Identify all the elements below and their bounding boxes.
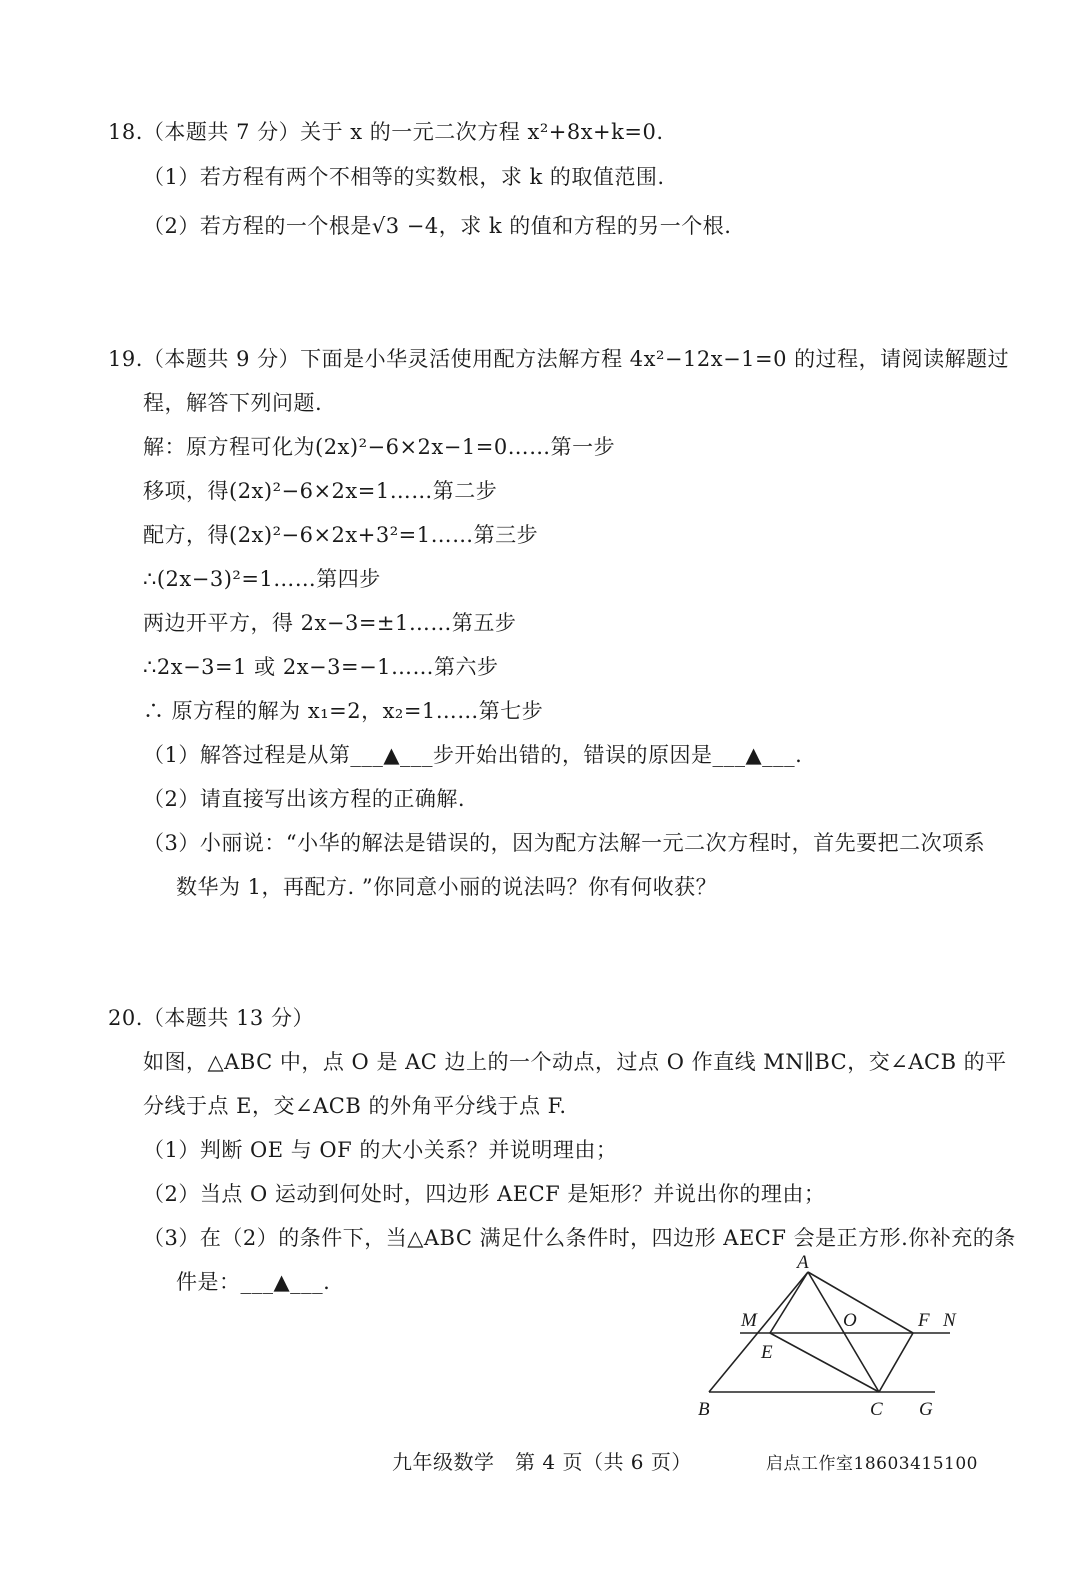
segment-ae bbox=[770, 1272, 808, 1333]
q19-step7: ∴ 原方程的解为 x₁=2，x₂=1……第七步 bbox=[143, 699, 544, 723]
q19-part2: （2）请直接写出该方程的正确解. bbox=[143, 787, 466, 811]
q19-title-line1: 19.（本题共 9 分）下面是小华灵活使用配方法解方程 4x²−12x−1=0 的过程，请阅读解题过 bbox=[108, 347, 1010, 371]
footer-page-info: 九年级数学 第 4 页（共 6 页） bbox=[392, 1450, 692, 1474]
q18-part1: （1）若方程有两个不相等的实数根，求 k 的取值范围. bbox=[143, 165, 665, 189]
segment-ec bbox=[770, 1333, 879, 1392]
label-e: E bbox=[761, 1342, 773, 1363]
q19-title-line2: 程，解答下列问题. bbox=[143, 391, 323, 415]
q20-part3-line1: （3）在（2）的条件下，当△ABC 满足什么条件时，四边形 AECF 会是正方形.你补充的条 bbox=[143, 1226, 1016, 1250]
label-f: F bbox=[918, 1310, 930, 1331]
q19-part1: （1）解答过程是从第___▲___步开始出错的，错误的原因是___▲___. bbox=[143, 743, 803, 767]
q19-step5: 两边开平方，得 2x−3=±1……第五步 bbox=[143, 611, 517, 635]
q19-part3-line2: 数华为 1，再配方. ”你同意小丽的说法吗？你有何收获？ bbox=[176, 875, 718, 899]
segment-ab bbox=[709, 1272, 808, 1392]
segment-fc bbox=[879, 1333, 913, 1392]
label-g: G bbox=[919, 1399, 933, 1420]
q19-step6: ∴2x−3=1 或 2x−3=−1……第六步 bbox=[143, 655, 499, 679]
geometry-figure bbox=[690, 1250, 980, 1430]
q20-part3-line2: 件是：___▲___. bbox=[176, 1270, 331, 1294]
label-n: N bbox=[943, 1310, 956, 1331]
label-a: A bbox=[797, 1252, 809, 1273]
q20-part1: （1）判断 OE 与 OF 的大小关系？并说明理由； bbox=[143, 1138, 618, 1162]
segment-ac bbox=[808, 1272, 879, 1392]
q20-title: 20.（本题共 13 分） bbox=[108, 1006, 314, 1030]
footer-studio: 启点工作室18603415100 bbox=[766, 1454, 978, 1474]
label-m: M bbox=[741, 1310, 757, 1331]
q19-step2: 移项，得(2x)²−6×2x=1……第二步 bbox=[143, 479, 498, 503]
q19-step3: 配方，得(2x)²−6×2x+3²=1……第三步 bbox=[143, 523, 539, 547]
q20-desc-line1: 如图，△ABC 中，点 O 是 AC 边上的一个动点，过点 O 作直线 MN∥BC，交∠ACB 的平 bbox=[143, 1050, 1007, 1074]
q19-step4: ∴(2x−3)²=1……第四步 bbox=[143, 567, 381, 591]
q20-desc-line2: 分线于点 E，交∠ACB 的外角平分线于点 F. bbox=[143, 1094, 567, 1118]
segment-af bbox=[808, 1272, 913, 1333]
q18-part2: （2）若方程的一个根是√3 −4，求 k 的值和方程的另一个根. bbox=[143, 214, 732, 238]
q19-part3-line1: （3）小丽说：“小华的解法是错误的，因为配方法解一元二次方程时，首先要把二次项系 bbox=[143, 831, 986, 855]
q19-step1: 解：原方程可化为(2x)²−6×2x−1=0……第一步 bbox=[143, 435, 616, 459]
label-b: B bbox=[698, 1399, 710, 1420]
label-o: O bbox=[843, 1310, 857, 1331]
label-c: C bbox=[870, 1399, 883, 1420]
q18-title: 18.（本题共 7 分）关于 x 的一元二次方程 x²+8x+k=0. bbox=[108, 120, 664, 144]
q20-part2: （2）当点 O 运动到何处时，四边形 AECF 是矩形？并说出你的理由； bbox=[143, 1182, 826, 1206]
